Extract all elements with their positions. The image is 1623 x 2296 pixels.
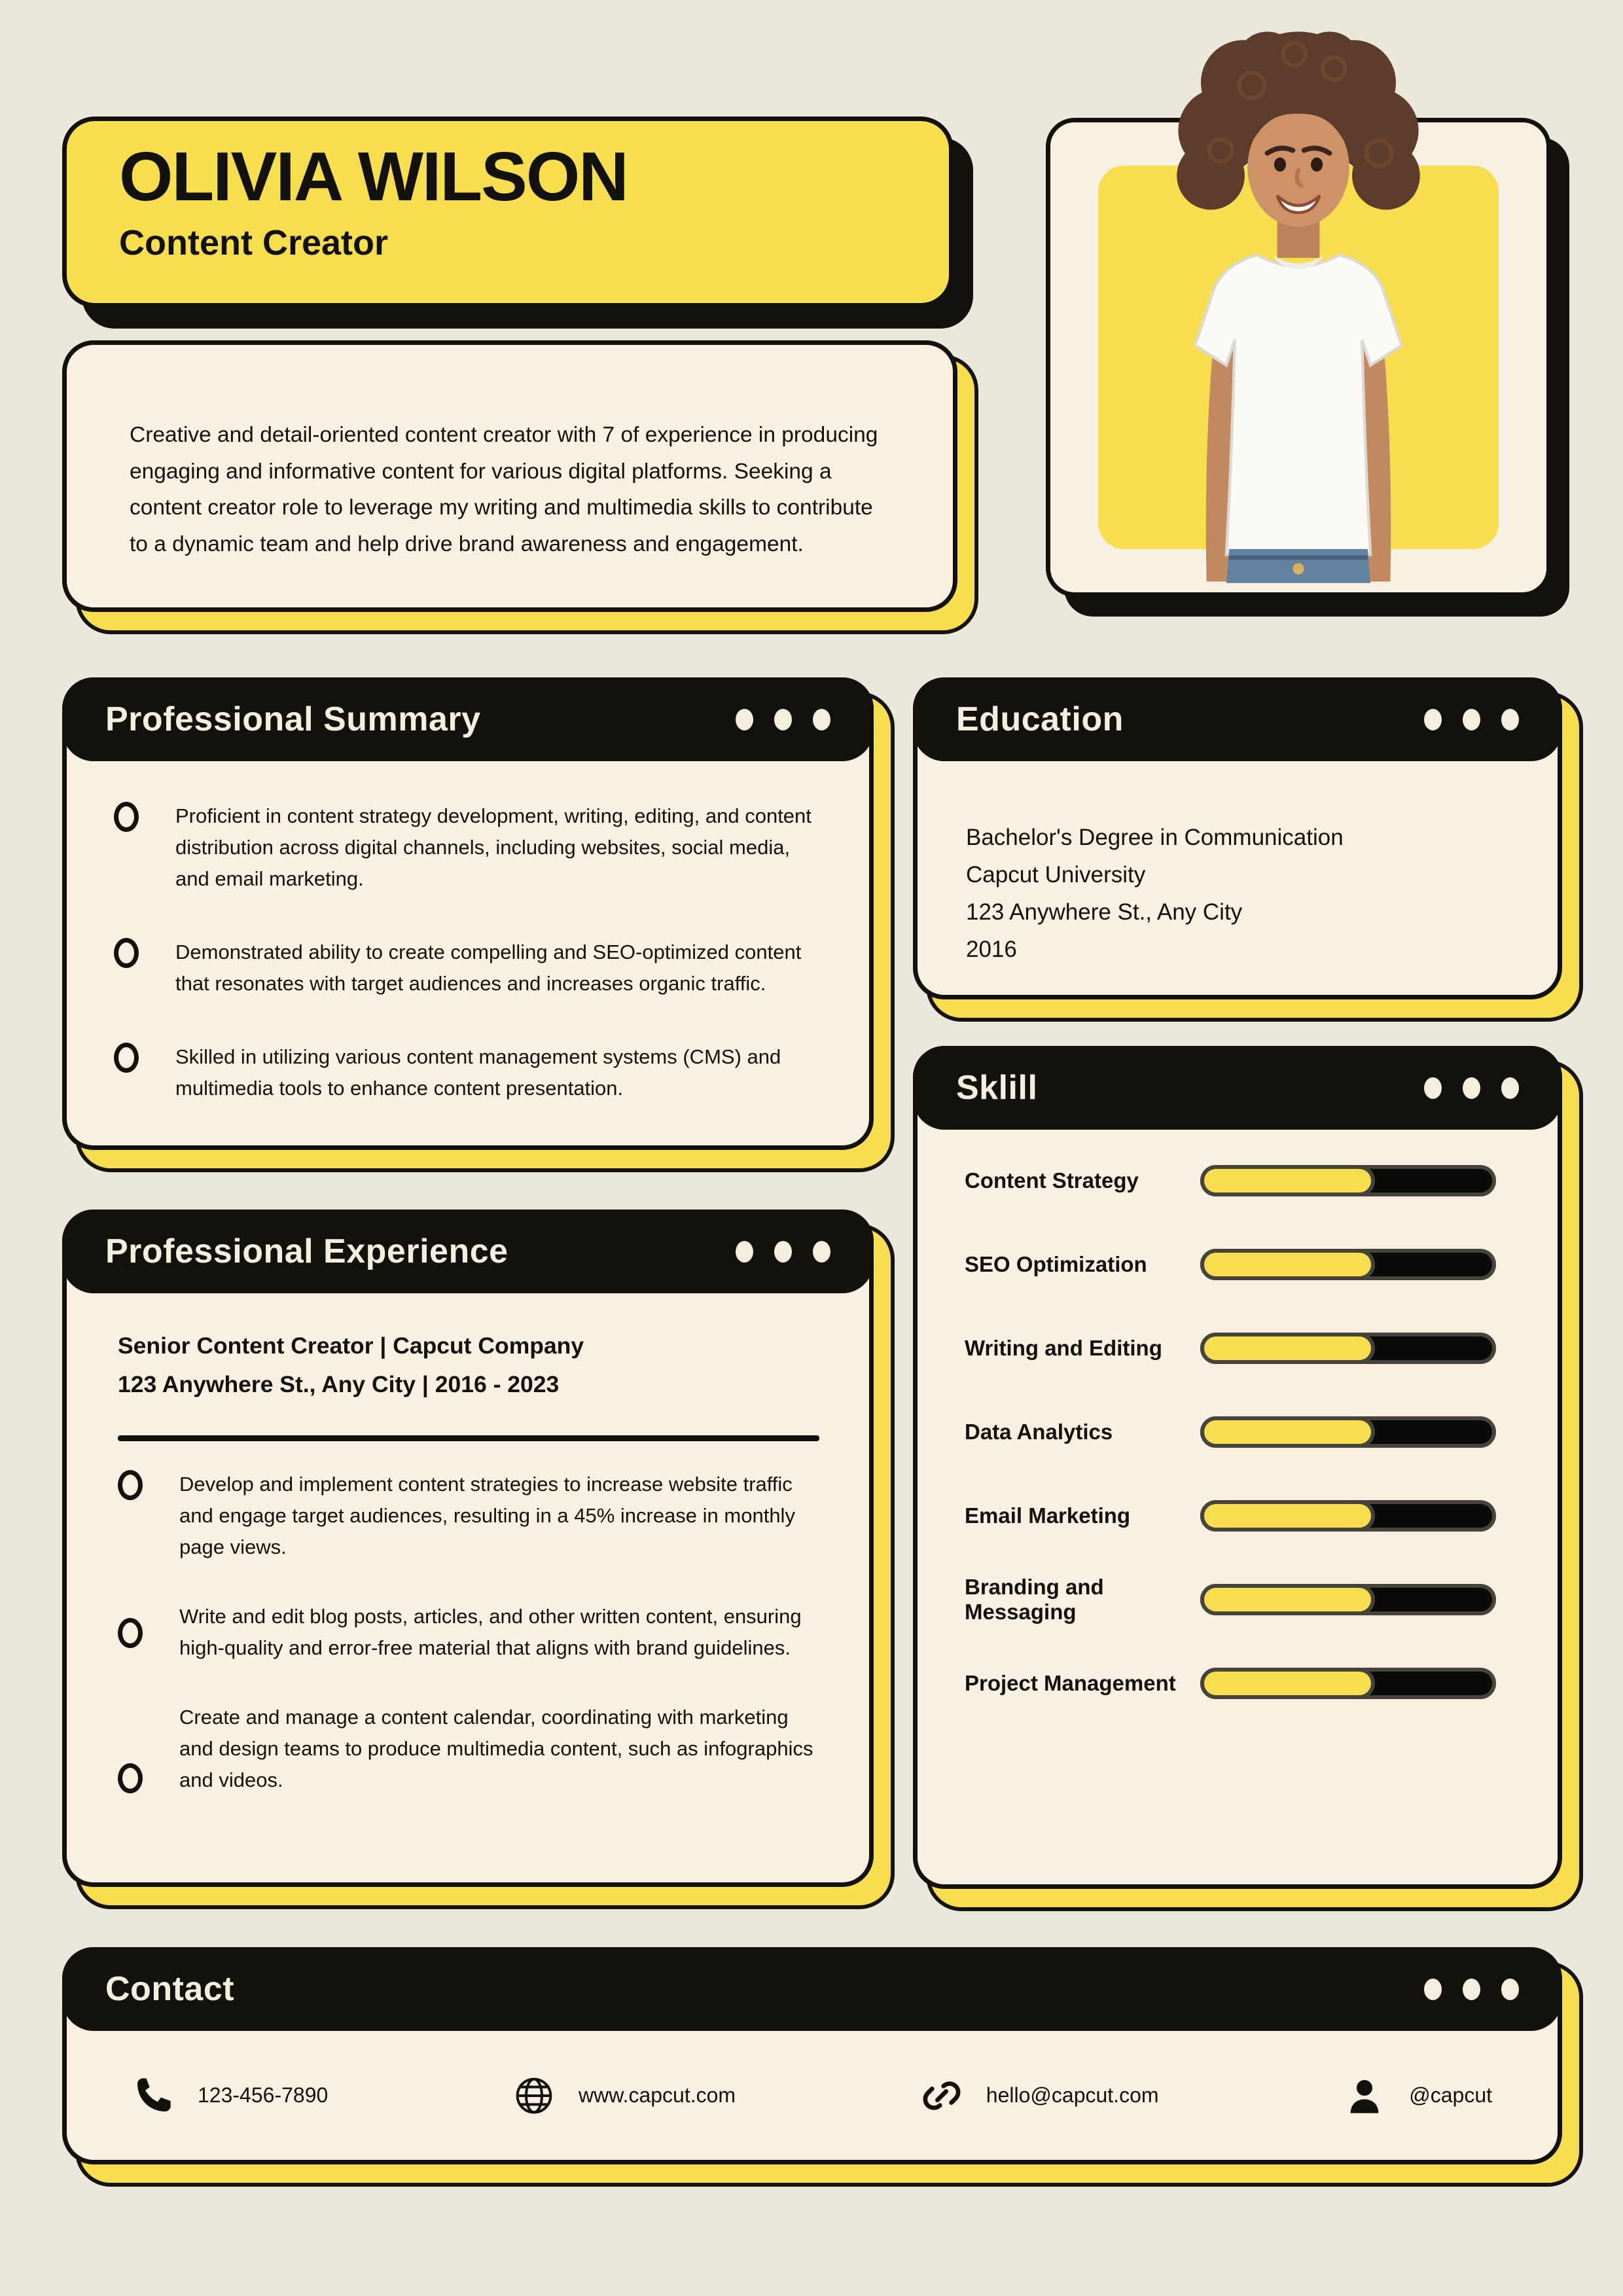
skill-label: Branding and Messaging — [965, 1575, 1104, 1624]
window-dot — [1501, 1077, 1519, 1099]
header-card — [62, 117, 954, 308]
window-dot — [813, 1241, 830, 1263]
divider — [118, 1435, 819, 1441]
skill-progress-bar — [1200, 1249, 1496, 1280]
skill-label: SEO Optimization — [965, 1252, 1147, 1276]
phone-icon — [132, 2075, 174, 2117]
profile-summary-card — [62, 340, 957, 612]
section-header — [62, 1947, 1562, 2031]
skill-progress-fill — [1200, 1165, 1375, 1196]
link-icon — [921, 2075, 963, 2117]
window-dot — [774, 1241, 792, 1263]
skill-progress-fill — [1200, 1668, 1375, 1699]
skill-progress-bar — [1200, 1668, 1496, 1699]
skill-label: Email Marketing — [965, 1503, 1131, 1528]
section-education — [913, 677, 1562, 999]
skill-progress-bar — [1200, 1500, 1496, 1532]
window-dot — [1463, 1979, 1480, 2000]
skill-label: Project Management — [965, 1671, 1176, 1695]
window-dot — [1463, 709, 1480, 730]
skill-row — [965, 1247, 1517, 1282]
bullet-text: Write and edit blog posts, articles, and other written content, ensuring high-quality and error-free material that aligns with brand guidelines. — [179, 1604, 802, 1659]
bullet-text: Develop and implement content strategies to increase website traffic and engage target audiences, resulting in a 45% increase in monthly page views. — [179, 1472, 795, 1558]
bullet-circle-icon — [118, 1763, 143, 1793]
skill-row — [965, 1415, 1517, 1449]
education-degree: Bachelor's Degree in Communication — [966, 825, 1344, 850]
skill-progress-bar — [1200, 1165, 1496, 1196]
bullet-text: Create and manage a content calendar, coordinating with marketing and design teams to produce multimedia content, such as infographics and videos. — [179, 1705, 813, 1791]
bullet-text: Demonstrated ability to create compelling and SEO-optimized content that resonates with target audiences and increases organic traffic. — [175, 941, 802, 996]
contact-value: hello@capcut.com — [986, 2083, 1159, 2107]
list-item — [114, 937, 825, 999]
skill-label: Data Analytics — [965, 1420, 1113, 1444]
section-body — [918, 1130, 1558, 1884]
skill-label: Content Strategy — [965, 1168, 1139, 1193]
bullet-circle-icon — [118, 1470, 143, 1500]
contact-value: @capcut — [1409, 2083, 1492, 2107]
experience-role: Senior Content Creator | Capcut Company — [118, 1333, 584, 1359]
bullet-circle-icon — [114, 802, 139, 832]
skill-progress-bar — [1200, 1333, 1496, 1364]
list-item — [118, 1601, 819, 1664]
bullet-circle-icon — [114, 938, 139, 968]
list-item — [118, 1469, 819, 1563]
section-title: Education — [956, 700, 1124, 738]
window-dot — [1424, 1979, 1442, 2000]
skill-progress-fill — [1200, 1333, 1375, 1364]
section-title: Contact — [105, 1970, 235, 2008]
experience-meta: 123 Anywhere St., Any City | 2016 - 2023 — [118, 1371, 560, 1398]
skill-label: Writing and Editing — [965, 1336, 1162, 1360]
window-dot — [1501, 1979, 1519, 2000]
window-dots — [1424, 1979, 1519, 2000]
window-dot — [736, 1241, 753, 1263]
education-year: 2016 — [966, 937, 1017, 963]
section-professional-summary — [62, 677, 874, 1150]
skill-row — [965, 1575, 1517, 1624]
photo-card — [1046, 118, 1551, 597]
section-professional-experience — [62, 1210, 874, 1887]
contact-handle — [1344, 2075, 1492, 2117]
window-dots — [1424, 1077, 1519, 1099]
skill-row — [965, 1331, 1517, 1365]
skill-row — [965, 1666, 1517, 1700]
bullet-text: Skilled in utilizing various content management systems (CMS) and multimedia tools to enhance content presentation. — [175, 1045, 781, 1100]
section-header — [62, 677, 874, 761]
bullet-circle-icon — [114, 1043, 139, 1073]
section-header — [913, 677, 1562, 761]
education-address: 123 Anywhere St., Any City — [966, 899, 1243, 925]
section-skills — [913, 1046, 1562, 1889]
window-dot — [774, 709, 792, 730]
list-item — [118, 1702, 819, 1796]
bullet-circle-icon — [118, 1618, 143, 1648]
contact-value: www.capcut.com — [579, 2083, 736, 2107]
window-dot — [1501, 709, 1519, 730]
list-item — [114, 800, 825, 895]
section-title: Sklill — [956, 1069, 1038, 1107]
window-dots — [736, 709, 830, 730]
skill-progress-fill — [1200, 1249, 1375, 1280]
window-dot — [1424, 1077, 1442, 1099]
section-body — [67, 761, 869, 1145]
section-title: Professional Experience — [105, 1232, 508, 1270]
skill-row — [965, 1164, 1517, 1198]
section-contact — [62, 1947, 1562, 2164]
page-title: OLIVIA WILSON — [119, 138, 628, 215]
skill-progress-fill — [1200, 1584, 1375, 1615]
globe-icon — [513, 2075, 555, 2117]
contact-email — [921, 2075, 1159, 2117]
window-dots — [736, 1241, 830, 1263]
section-body — [67, 1293, 869, 1882]
list-item — [114, 1041, 825, 1104]
window-dots — [1424, 709, 1519, 730]
section-body — [67, 2031, 1558, 2160]
contact-value: 123-456-7890 — [198, 2083, 329, 2107]
contact-website — [513, 2075, 736, 2117]
skill-progress-bar — [1200, 1584, 1496, 1615]
profile-summary-text: Creative and detail-oriented content creator with 7 of experience in producing engaging and informative content for various digital platforms. Seeking a content creator role to leverage my writing and multimedia skills to contribute to a dynamic team and help drive brand awareness and engagement. — [130, 423, 878, 556]
bullet-text: Proficient in content strategy development, writing, editing, and content distribution across digital channels, including websites, social media, and email marketing. — [175, 804, 812, 891]
section-header — [62, 1210, 874, 1293]
window-dot — [1424, 709, 1442, 730]
window-dot — [736, 709, 753, 730]
contact-phone — [132, 2075, 328, 2117]
skill-progress-bar — [1200, 1416, 1496, 1448]
section-title: Professional Summary — [105, 700, 481, 738]
window-dot — [1463, 1077, 1480, 1099]
section-body — [918, 761, 1558, 995]
window-dot — [813, 709, 830, 730]
job-title: Content Creator — [119, 223, 389, 263]
skill-progress-fill — [1200, 1416, 1375, 1448]
user-icon — [1344, 2075, 1385, 2117]
profile-photo — [1122, 29, 1475, 583]
skill-row — [965, 1499, 1517, 1533]
education-school: Capcut University — [966, 862, 1146, 888]
skill-progress-fill — [1200, 1500, 1375, 1532]
section-header — [913, 1046, 1562, 1130]
